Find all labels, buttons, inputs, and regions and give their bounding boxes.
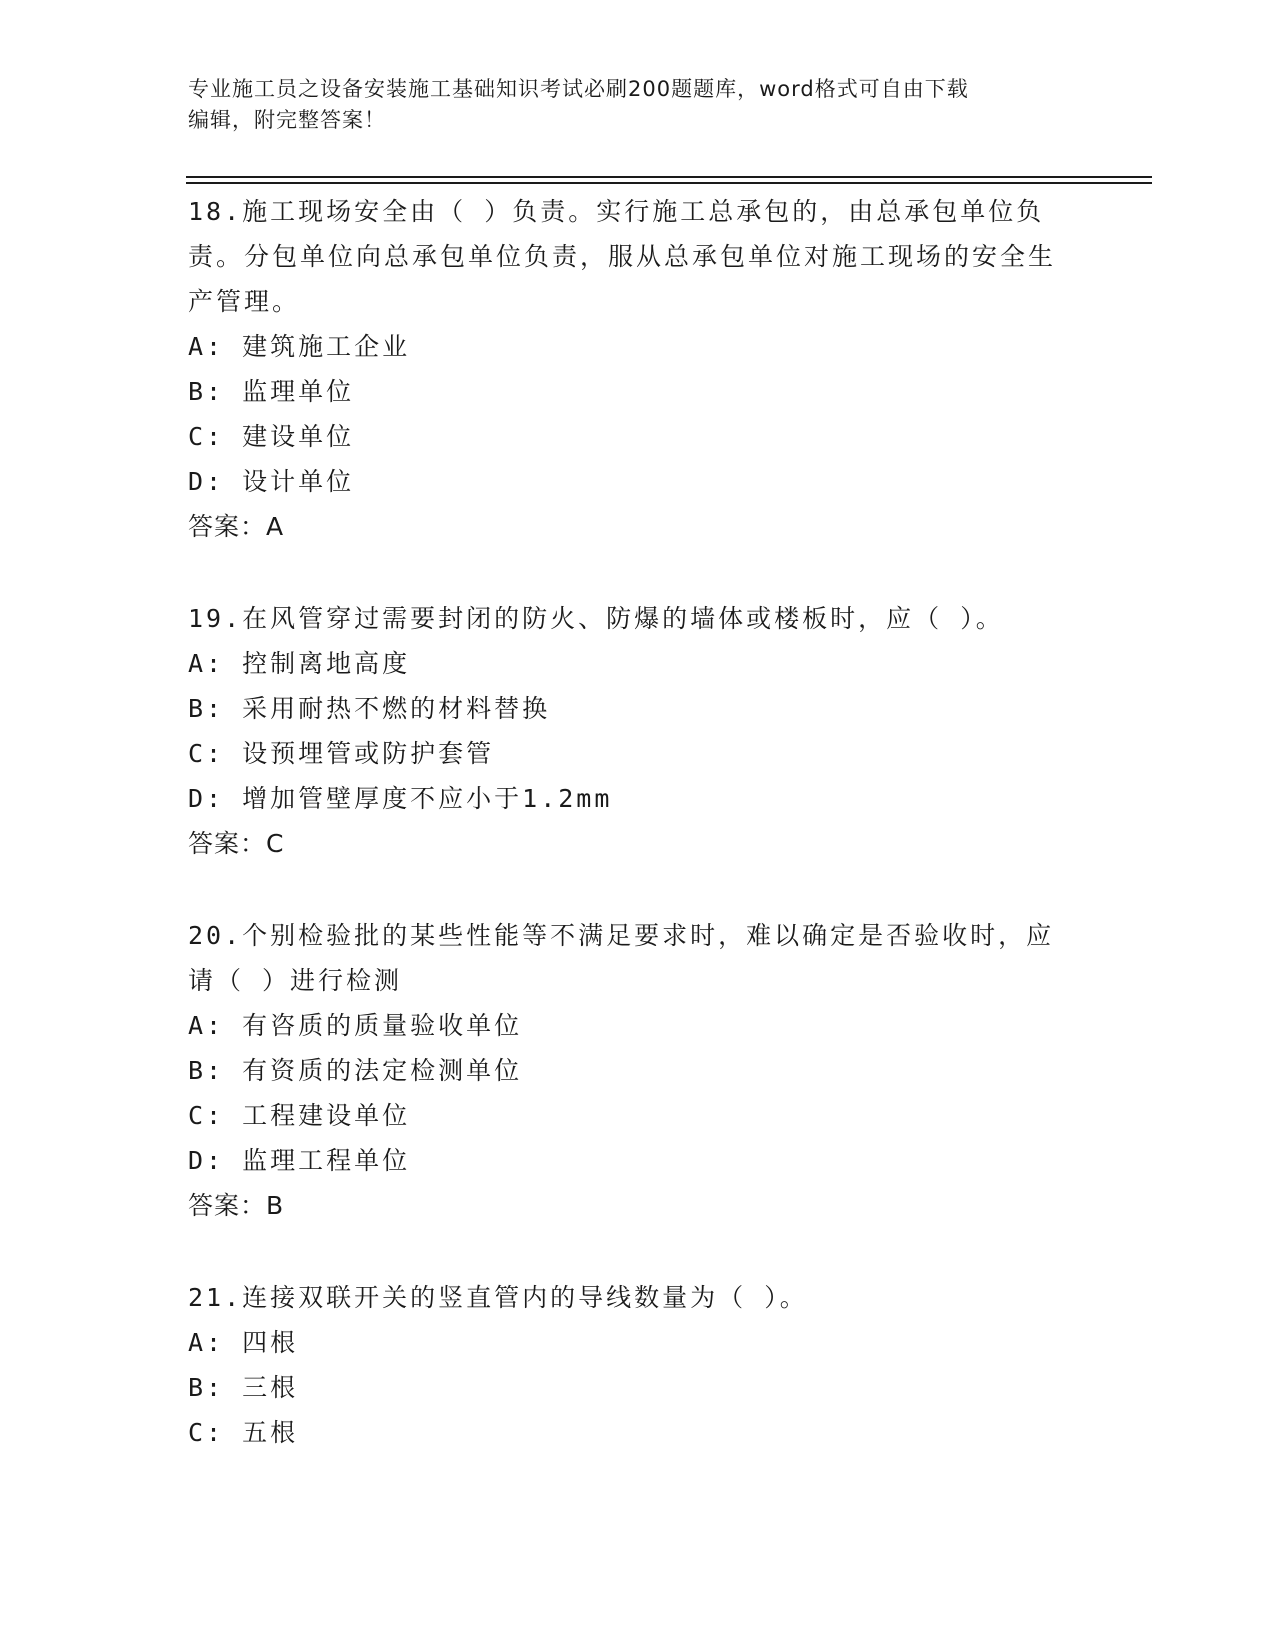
option-b: B: 监理单位: [188, 377, 355, 406]
document-header: 专业施工员之设备安装施工基础知识考试必刷200题题库，word格式可自由下载 编辑，附完整答案！: [188, 77, 969, 132]
option-b: B: 采用耐热不燃的材料替换: [188, 694, 551, 723]
answer-line: 答案：C: [188, 829, 285, 858]
question-text: 20.个别检验批的某些性能等不满足要求时，难以确定是否验收时，应请（ ）进行检测: [188, 921, 1055, 995]
option-c: C: 建设单位: [188, 422, 355, 451]
question-text: 18.施工现场安全由（ ）负责。实行施工总承包的，由总承包单位负责。分包单位向总承包单位负责，服从总承包单位对施工现场的安全生产管理。: [188, 197, 1057, 316]
question-text: 21.连接双联开关的竖直管内的导线数量为（ ）。: [188, 1283, 808, 1312]
answer-line: 答案：A: [188, 512, 285, 541]
option-c: C: 工程建设单位: [188, 1101, 411, 1130]
option-d: D: 监理工程单位: [188, 1146, 411, 1175]
option-b: B: 有资质的法定检测单位: [188, 1056, 523, 1085]
option-d: D: 增加管壁厚度不应小于1.2mm: [188, 784, 613, 813]
option-a: A: 建筑施工企业: [188, 332, 411, 361]
option-b: B: 三根: [188, 1373, 299, 1402]
option-a: A: 有咨质的质量验收单位: [188, 1011, 523, 1040]
header-rule-top: [186, 176, 1152, 178]
option-a: A: 四根: [188, 1328, 299, 1357]
question-text: 19.在风管穿过需要封闭的防火、防爆的墙体或楼板时，应（ ）。: [188, 604, 1004, 633]
option-c: C: 设预埋管或防护套管: [188, 739, 495, 768]
question-19: [188, 596, 1078, 866]
option-c: C: 五根: [188, 1418, 299, 1447]
header-rule-bottom: [186, 182, 1152, 184]
option-a: A: 控制离地高度: [188, 649, 411, 678]
option-d: D: 设计单位: [188, 467, 355, 496]
question-21: [188, 1275, 1078, 1455]
question-20: [188, 913, 1078, 1228]
question-18: [188, 189, 1078, 549]
answer-line: 答案：B: [188, 1191, 285, 1220]
